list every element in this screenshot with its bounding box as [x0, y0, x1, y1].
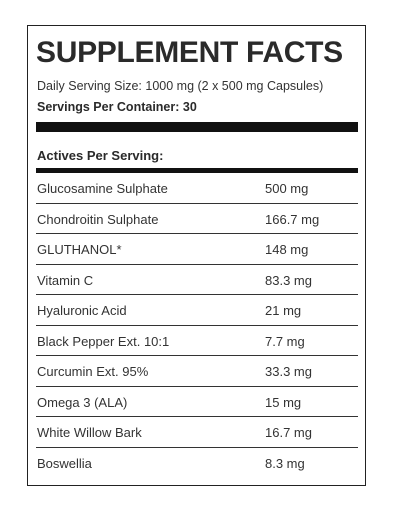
serving-size-text: Daily Serving Size: 1000 mg (2 x 500 mg Capsules) [37, 79, 324, 93]
ingredient-row [36, 387, 358, 418]
ingredient-name: Curcumin Ext. 95% [37, 364, 149, 379]
supplement-facts-panel [27, 25, 366, 486]
ingredient-amount: 83.3 mg [265, 272, 312, 288]
ingredient-row [36, 356, 358, 387]
ingredient-amount: 33.3 mg [265, 364, 312, 379]
ingredient-name: Glucosamine Sulphate [37, 181, 168, 196]
panel-title: SUPPLEMENT FACTS [36, 36, 343, 69]
ingredient-row [36, 204, 358, 235]
ingredient-name: GLUTHANOL* [37, 242, 122, 257]
ingredient-amount: 16.7 mg [265, 425, 312, 440]
ingredient-name: Black Pepper Ext. 10:1 [37, 333, 170, 349]
actives-header: Actives Per Serving: [37, 148, 164, 163]
ingredient-amount: 7.7 mg [265, 333, 305, 349]
ingredient-name: Omega 3 (ALA) [37, 394, 128, 410]
ingredient-row [36, 295, 358, 326]
ingredient-row [36, 234, 358, 265]
ingredient-amount: 500 mg [265, 181, 309, 196]
ingredient-amount: 21 mg [265, 303, 302, 318]
ingredient-row [36, 417, 358, 448]
ingredient-row [36, 265, 358, 296]
ingredient-row [36, 173, 358, 204]
ingredient-name: Boswellia [37, 455, 92, 471]
ingredient-amount: 148 mg [265, 242, 309, 257]
ingredient-amount: 166.7 mg [265, 211, 320, 227]
ingredient-name: White Willow Bark [37, 425, 142, 440]
ingredient-name: Chondroitin Sulphate [37, 211, 159, 227]
servings-per-container-text: Servings Per Container: 30 [37, 100, 197, 114]
ingredient-amount: 8.3 mg [265, 455, 305, 471]
ingredient-row [36, 448, 358, 479]
ingredient-name: Vitamin C [37, 272, 94, 288]
ingredient-name: Hyaluronic Acid [37, 303, 127, 318]
ingredient-amount: 15 mg [265, 394, 302, 410]
thick-divider [36, 122, 358, 132]
ingredient-table [36, 173, 358, 478]
ingredient-row [36, 326, 358, 357]
